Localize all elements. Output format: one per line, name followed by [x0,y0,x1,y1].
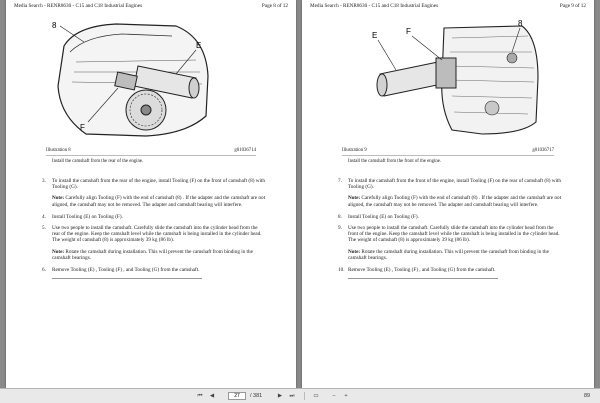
fit-page-icon[interactable]: ▭ [313,393,319,399]
step-item: 8. Install Tooling (E) on Tooling (F). [338,213,419,220]
caption-divider [46,155,256,156]
zoom-out-icon[interactable]: − [332,393,336,399]
step-item: 4. Install Tooling (E) on Tooling (F). [42,213,123,220]
last-page-icon[interactable]: ⏭ [289,393,295,399]
callout-8: 8 [518,19,523,28]
callout-8: 8 [52,21,57,30]
section-end-rule [52,278,202,279]
step-item: 3. To install the camshaft from the rear of the engine, install Tooling (F) on the front of camshaft (8) with Tooling (G). [42,178,265,191]
callout-e: E [372,31,378,40]
procedure-steps [334,178,564,279]
step-item: 7. To install the camshaft from the front of the engine, install Tooling (F) on the rear of camshaft (8) with Tooling (G). [338,178,561,191]
step-item: 5. Use two people to install the camshaft. Carefully slide the camshaft into the cylinder head from the rear of the engine. Keep the camshaft level while the camshaft is being installed in the cylinder head. The weight of camshaft (8) is approximately 39 kg (86 lb). [42,225,262,244]
step-item: 10. Remove Tooling (E) , Tooling (F) , and Tooling (G) from the camshaft. [338,267,496,274]
camshaft-rear-illustration [46,16,216,140]
illustration-caption: Install the camshaft from the front of the engine. [348,159,442,164]
camshaft-front-illustration [372,18,542,136]
illustration-number: Illustration 9 [342,148,367,153]
note: Note: Rotate the camshaft during installation. This will prevent the camshaft from binding in the camshaft bearings. [52,248,253,261]
callout-f: F [406,27,411,36]
note: Note: Rotate the camshaft during installation. This will prevent the camshaft from binding in the camshaft bearings. [348,248,549,261]
page-header-number: Page 8 of 12 [261,3,288,9]
section-end-rule [348,278,498,279]
callout-f: F [80,123,85,132]
step-item: 6. Remove Tooling (E) , Tooling (F) , and Tooling (G) from the camshaft. [42,267,200,274]
total-pages: / 381 [250,393,263,399]
page-header-number: Page 9 of 12 [559,3,586,9]
zoom-in-icon[interactable]: + [344,393,348,399]
procedure-steps [38,178,266,279]
page-header-title: Media Search - RENR8630 - C15 and C18 Industrial Engines [310,3,439,9]
viewer-toolbar [0,388,600,403]
zoom-level[interactable]: 89 [584,393,591,399]
illustration-caption: Install the camshaft from the rear of the engine. [52,159,144,164]
caption-divider [342,155,554,156]
prev-page-icon[interactable]: ◀ [209,393,215,399]
callout-e: E [196,41,202,50]
illustration-number: Illustration 8 [46,148,71,153]
note: Note: Carefully align Tooling (F) with the end of camshaft (8) . If the adapter and the camshaft are not aligned, the camshaft may not be removed. The adapter and camshaft bearing will interfere. [348,195,562,208]
note: Note: Carefully align Tooling (F) with the end of camshaft (8) . If the adapter and the camshaft are not aligned, the camshaft may not be removed. The adapter and camshaft bearing will interfere. [52,195,266,208]
illustration-code: g01036714 [234,148,256,153]
step-item: 9. Use two people to install the camshaft. Carefully slide the camshaft into the cylinder head from the front of the engine. Keep the camshaft level while the camshaft is being installed in the cylinder head. The weight of camshaft (8) is approximately 39 kg (86 lb). [338,225,560,244]
toolbar-separator [304,392,305,400]
first-page-icon[interactable]: ⏮ [197,393,203,399]
page-header-title: Media Search - RENR8630 - C15 and C18 Industrial Engines [14,3,143,9]
page-number-input[interactable] [228,392,246,400]
page-9 [302,0,594,388]
page-8 [6,0,296,388]
next-page-icon[interactable]: ▶ [277,393,283,399]
illustration-code: g01036717 [532,148,554,153]
